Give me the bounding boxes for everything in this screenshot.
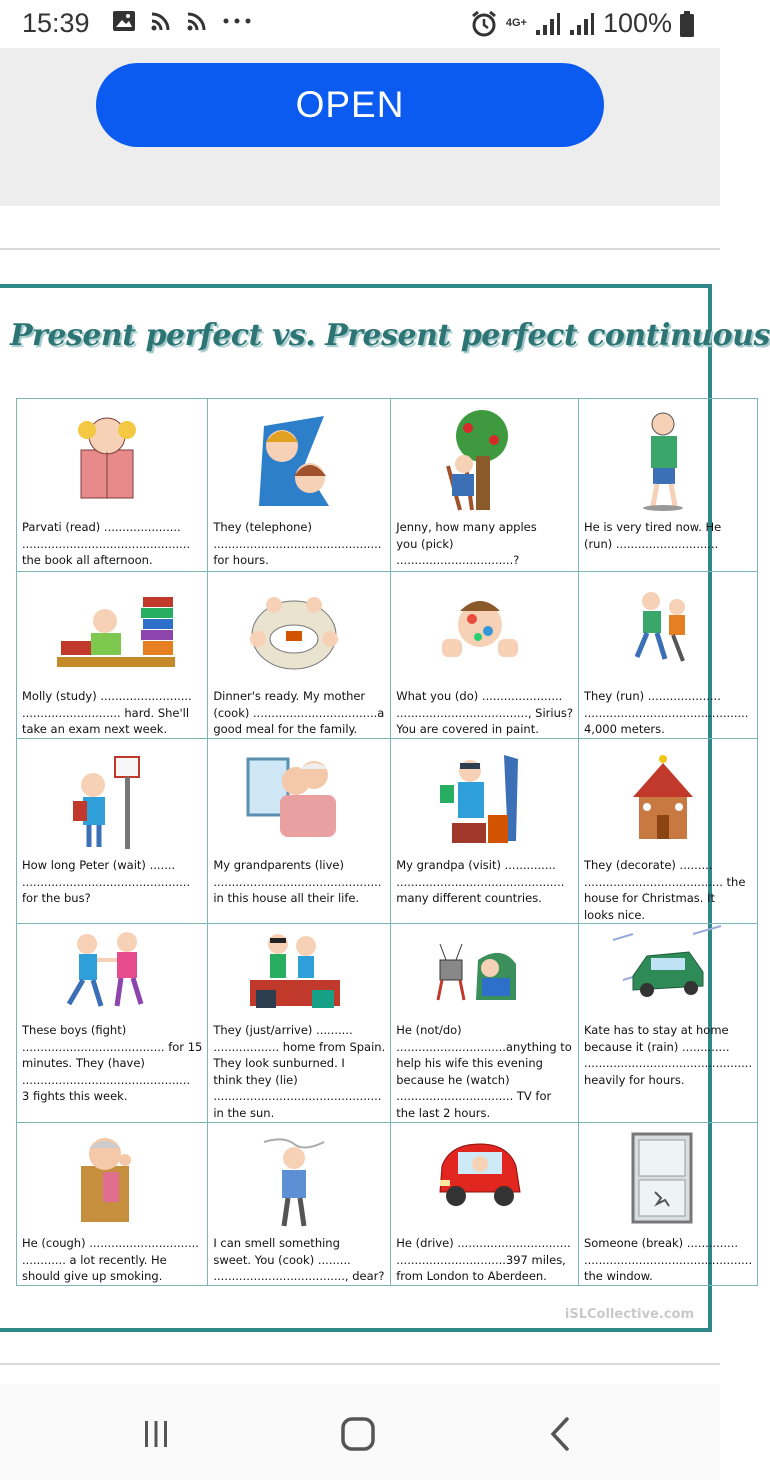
exercise-sentence [579,1233,757,1285]
sentence-line: How long Peter (wait) ....... [22,858,176,872]
sentence-line: .............................................. [213,536,382,551]
family-dinner-icon [234,577,364,681]
traveller-with-luggage-icon [420,745,550,849]
sentence-line: ................................ TV for [396,1089,552,1103]
sentence-line: house for Christmas. It [583,891,715,905]
exercise-sentence [17,1020,207,1122]
exercise-cell [208,1123,391,1286]
sentence-line: Dinner's ready. My mother [213,689,366,703]
exercise-cell [578,1123,757,1286]
gingerbread-house-icon [603,745,733,849]
sentence-line: ................................? [396,553,520,567]
illustration [391,399,578,517]
exercise-sentence [391,1233,578,1285]
sentence-line: My grandparents (live) [213,858,344,872]
exercise-cell [17,399,208,572]
sentence-line: .............................................. [22,536,191,551]
exercise-cell [391,1123,579,1286]
illustration [17,1123,207,1233]
tired-runner-icon [603,406,733,510]
exercise-cell [17,572,208,739]
sentence-line: Someone (break) .............. [583,1236,739,1250]
family-with-suitcases-icon [234,920,364,1024]
sentence-line: He is very tired now. He [583,520,722,534]
status-bar [0,0,720,48]
sentence-line: What you (do) ...................... [396,689,563,703]
sentence-line: help his wife this evening [396,1056,543,1070]
exercise-cell [17,739,208,924]
battery-icon [680,11,694,37]
illustration [208,572,390,686]
sentence-line: .............................................. [22,1072,191,1087]
alarm-icon [470,10,498,38]
exercise-cell [208,739,391,924]
back-button[interactable] [540,1414,580,1454]
boys-fighting-icon [47,920,177,1024]
exercise-cell [391,572,579,739]
exercise-sentence [17,517,207,571]
sentence-line: in this house all their life. [213,891,360,905]
exercise-sentence [391,517,578,571]
sentence-line: They (decorate) ......... [583,858,713,872]
sentence-line: They (run) .................... [583,689,721,703]
sentence-line: sweet. You (cook) ......... [213,1252,351,1267]
exercise-sentence [208,686,390,738]
car-in-rain-icon [603,920,733,1024]
sentence-line: They look sunburned. I [213,1056,345,1070]
sentence-line: (cook) ..................................a [213,705,385,720]
exercise-cell [391,924,579,1123]
illustration [579,739,757,855]
exercise-cell [578,399,757,572]
exercise-cell [17,1123,208,1286]
battery-percent: 100% [602,8,672,38]
signal-icon [535,12,561,36]
exercise-sentence [579,1020,757,1122]
sentence-line: .............................................. [396,874,565,889]
sentence-line: because it (rain) ............. [583,1039,730,1054]
women-on-phone-icon [234,406,364,510]
exercise-row [17,572,758,739]
sentence-line: from London to Aberdeen. [396,1269,547,1283]
sentence-line: the last 2 hours. [396,1105,491,1120]
boy-covered-in-paint-icon [420,577,550,681]
image-icon [112,10,136,32]
sentence-line: because he (watch) [396,1072,510,1087]
illustration [17,572,207,686]
sentence-line: He (cough) .............................. [22,1236,199,1250]
sentence-line: .................. home from Spain. [213,1039,386,1054]
illustration [17,739,207,855]
man-watching-tv-icon [420,920,550,1024]
sentence-line: you (pick) [396,536,454,551]
illustration [208,739,390,855]
illustration [579,399,757,517]
sentence-line: Molly (study) ......................... [22,689,192,703]
home-button[interactable] [338,1414,378,1454]
exercise-sentence [579,855,757,923]
sentence-line: good meal for the family. [213,722,358,736]
sentence-line: .............................................. [213,874,382,889]
man-coughing-icon [47,1126,177,1230]
exercise-grid [16,398,758,1286]
open-banner [0,48,720,206]
exercise-cell [208,572,391,739]
sentence-line: .............................................. [213,1089,382,1103]
more-dots-icon [222,17,252,25]
network-type: 4G+ [505,17,527,29]
exercise-sentence [17,686,207,738]
cast-icon [150,10,172,32]
home-icon [340,1416,376,1452]
notification-icons [112,10,252,32]
exercise-cell [17,924,208,1123]
man-smelling-icon [234,1126,364,1230]
illustration [391,572,578,686]
exercise-sentence [579,517,757,571]
cast-icon [186,10,208,32]
exercise-sentence [17,1233,207,1285]
divider [0,1363,720,1365]
exercise-sentence [208,1233,390,1285]
navigation-bar [0,1384,720,1480]
sentence-line: ...................................., dear? [213,1269,385,1283]
sentence-line: .............................................. [583,1056,753,1070]
sentence-line: ...................................... the [583,874,746,889]
man-driving-red-car-icon [420,1126,550,1230]
girl-studying-books-icon [47,577,177,681]
exercise-row [17,739,758,924]
runners-icon [603,577,733,681]
sentence-line: He (drive) ............................... [396,1236,571,1250]
sentence-line: heavily for hours. [583,1072,685,1087]
sentence-line: ..............................397 miles, [396,1252,566,1267]
girl-picking-apples-icon [420,406,550,510]
sentence-line: .............................................. [22,874,191,889]
illustration [208,924,390,1020]
illustration [17,924,207,1020]
sentence-line: many different countries. [396,891,542,905]
sentence-line: My grandpa (visit) .............. [396,858,556,872]
sentence-line: minutes. They (have) [22,1056,145,1070]
boy-at-bus-stop-icon [47,745,177,849]
illustration [579,924,757,1020]
worksheet-title: Present perfect vs. Present perfect continuous [10,318,770,353]
sentence-line: 4,000 meters. [583,722,665,736]
sentence-line: think they (lie) [213,1072,298,1087]
exercise-sentence [208,517,390,571]
illustration [208,1123,390,1233]
sentence-line: Jenny, how many apples [396,520,537,534]
signal-icon [569,12,595,36]
sentence-line: in the sun. [213,1105,275,1120]
sentence-line: ............................................. [583,705,749,720]
watermark: iSLCollective.com [564,1307,694,1322]
sentence-line: He (not/do) [396,1023,462,1037]
illustration [391,739,578,855]
sentence-line: 3 fights this week. [22,1089,128,1103]
status-time: 15:39 [22,8,90,38]
grandparents-icon [234,745,364,849]
exercise-sentence [391,855,578,923]
illustration [579,1123,757,1233]
illustration [391,1123,578,1233]
girl-reading-icon [47,406,177,510]
sentence-line: take an exam next week. [22,722,168,736]
sentence-line: the window. [583,1269,653,1283]
status-right [470,8,694,39]
recent-apps-icon [140,1418,172,1450]
sentence-line: ..............................anything to [396,1039,572,1054]
exercise-cell [208,399,391,572]
exercise-sentence [17,855,207,923]
illustration [579,572,757,686]
sentence-line: They (telephone) [213,520,312,534]
exercise-row [17,399,758,572]
sentence-line: These boys (fight) [22,1023,127,1037]
sentence-line: the book all afternoon. [22,553,153,567]
exercise-sentence [391,686,578,738]
exercise-cell [578,924,757,1123]
sentence-line: Parvati (read) ..................... [22,520,181,534]
exercise-sentence [208,1020,390,1122]
sentence-line: looks nice. [583,907,646,922]
illustration [17,399,207,517]
sentence-line: I can smell something [213,1236,340,1250]
open-button[interactable]: OPEN [96,63,604,147]
back-icon [545,1416,575,1452]
sentence-line: (run) ............................ [583,536,719,551]
sentence-line: Kate has to stay at home [583,1023,729,1037]
exercise-sentence [579,686,757,738]
sentence-line: should give up smoking. [22,1269,163,1283]
sentence-line: for the bus? [22,891,91,905]
sentence-line: ...................................., Sirius? [396,705,573,720]
recent-apps-button[interactable] [136,1414,176,1454]
exercise-cell [578,572,757,739]
exercise-cell [391,739,579,924]
sentence-line: .............................................. [583,1252,753,1267]
sentence-line: ............ a lot recently. He [22,1252,167,1267]
exercise-sentence [391,1020,578,1122]
illustration [391,924,578,1020]
worksheet-image [0,284,770,1332]
sentence-line: They (just/arrive) .......... [213,1023,353,1037]
exercise-cell [578,739,757,924]
exercise-row [17,924,758,1123]
sentence-line: You are covered in paint. [396,722,539,736]
sentence-line: for hours. [213,553,269,567]
broken-window-icon [603,1126,733,1230]
exercise-row [17,1123,758,1286]
exercise-sentence [208,855,390,923]
illustration [208,399,390,517]
exercise-cell [391,399,579,572]
sentence-line: ........................... hard. She'll [22,705,190,720]
divider [0,248,720,250]
exercise-cell [208,924,391,1123]
sentence-line: ....................................... for 15 [22,1039,203,1054]
